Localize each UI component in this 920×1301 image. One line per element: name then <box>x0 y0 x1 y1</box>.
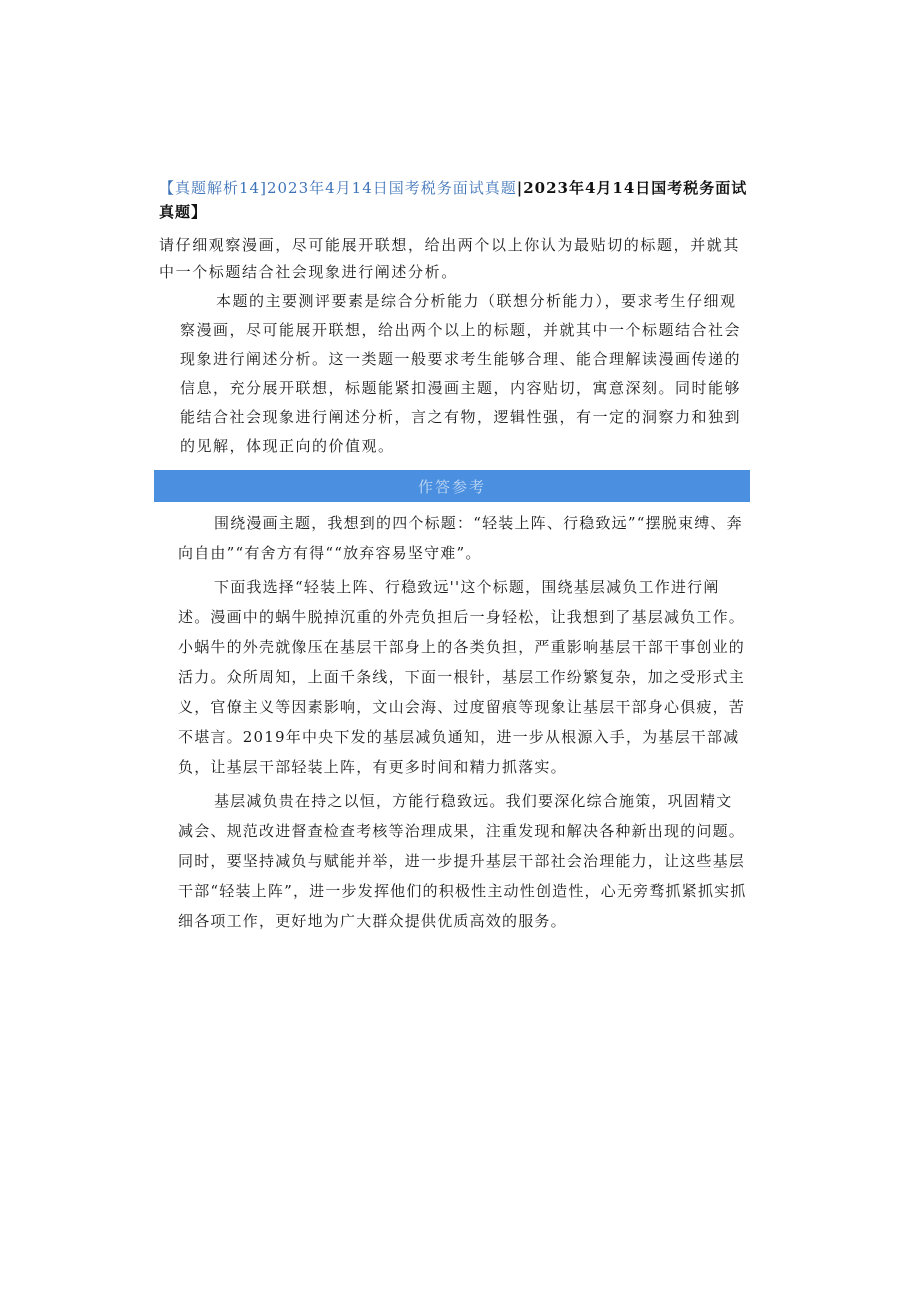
answer-reference-banner <box>154 470 750 502</box>
section-title <box>159 176 749 224</box>
question-text: 请仔细观察漫画，尽可能展开联想，给出两个以上你认为最贴切的标题，并就其中一个标题结合社会现象进行阐述分析。 <box>159 236 741 281</box>
title-link-text[interactable]: 【真题解析14]2023年4月14日国考税务面试真题 <box>159 179 517 197</box>
title-text: |2023年4月14日国考税务面试真题】 <box>159 179 748 221</box>
answer-section <box>178 508 748 940</box>
banner-label: 作答参考 <box>417 477 486 496</box>
answer-paragraph-1: 围绕漫画主题，我想到的四个标题：“轻装上阵、行稳致远”“摆脱束缚、奔向自由”“有舍方有得““放弃容易坚守难”。 <box>178 514 743 562</box>
answer-paragraph-3: 基层减负贵在持之以恒，方能行稳致远。我们要深化综合施策，巩固精文减会、规范改进督查检查考核等治理成果，注重发现和解决各种新出现的问题。同时，要坚持减负与赋能并举，进一步提升基层干部社会治理能力，让这些基层干部“轻装上阵”，进一步发挥他们的积极性主动性创造性，心无旁骛抓紧抓实抓细各项工作，更好地为广大群众提供优质高效的服务。 <box>178 792 747 930</box>
analysis-paragraph: 本题的主要测评要素是综合分析能力（联想分析能力），要求考生仔细观察漫画，尽可能展开联想，给出两个以上的标题，并就其中一个标题结合社会现象进行阐述分析。这一类题一般要求考生能够合理、能合理解读漫画传递的信息，充分展开联想，标题能紧扣漫画主题，内容贴切，寓意深刻。同时能够能结合社会现象进行阐述分析，言之有物，逻辑性强，有一定的洞察力和独到的见解，体现正向的价值观。 <box>180 292 742 455</box>
answer-paragraph-2: 下面我选择“轻装上阵、行稳致远''这个标题，围绕基层减负工作进行阐述。漫画中的蜗牛脱掉沉重的外壳负担后一身轻松，让我想到了基层减负工作。小蜗牛的外壳就像压在基层干部身上的各类负担，严重影响基层干部干事创业的活力。众所周知，上面千条线，下面一根针，基层工作纷繁复杂，加之受形式主义，官僚主义等因素影响，文山会海、过度留痕等现象让基层干部身心俱疲，苦不堪言。2019年中央下发的基层减负通知，进一步从根源入手，为基层干部减负，让基层干部轻装上阵，有更多时间和精力抓落实。 <box>178 578 746 776</box>
